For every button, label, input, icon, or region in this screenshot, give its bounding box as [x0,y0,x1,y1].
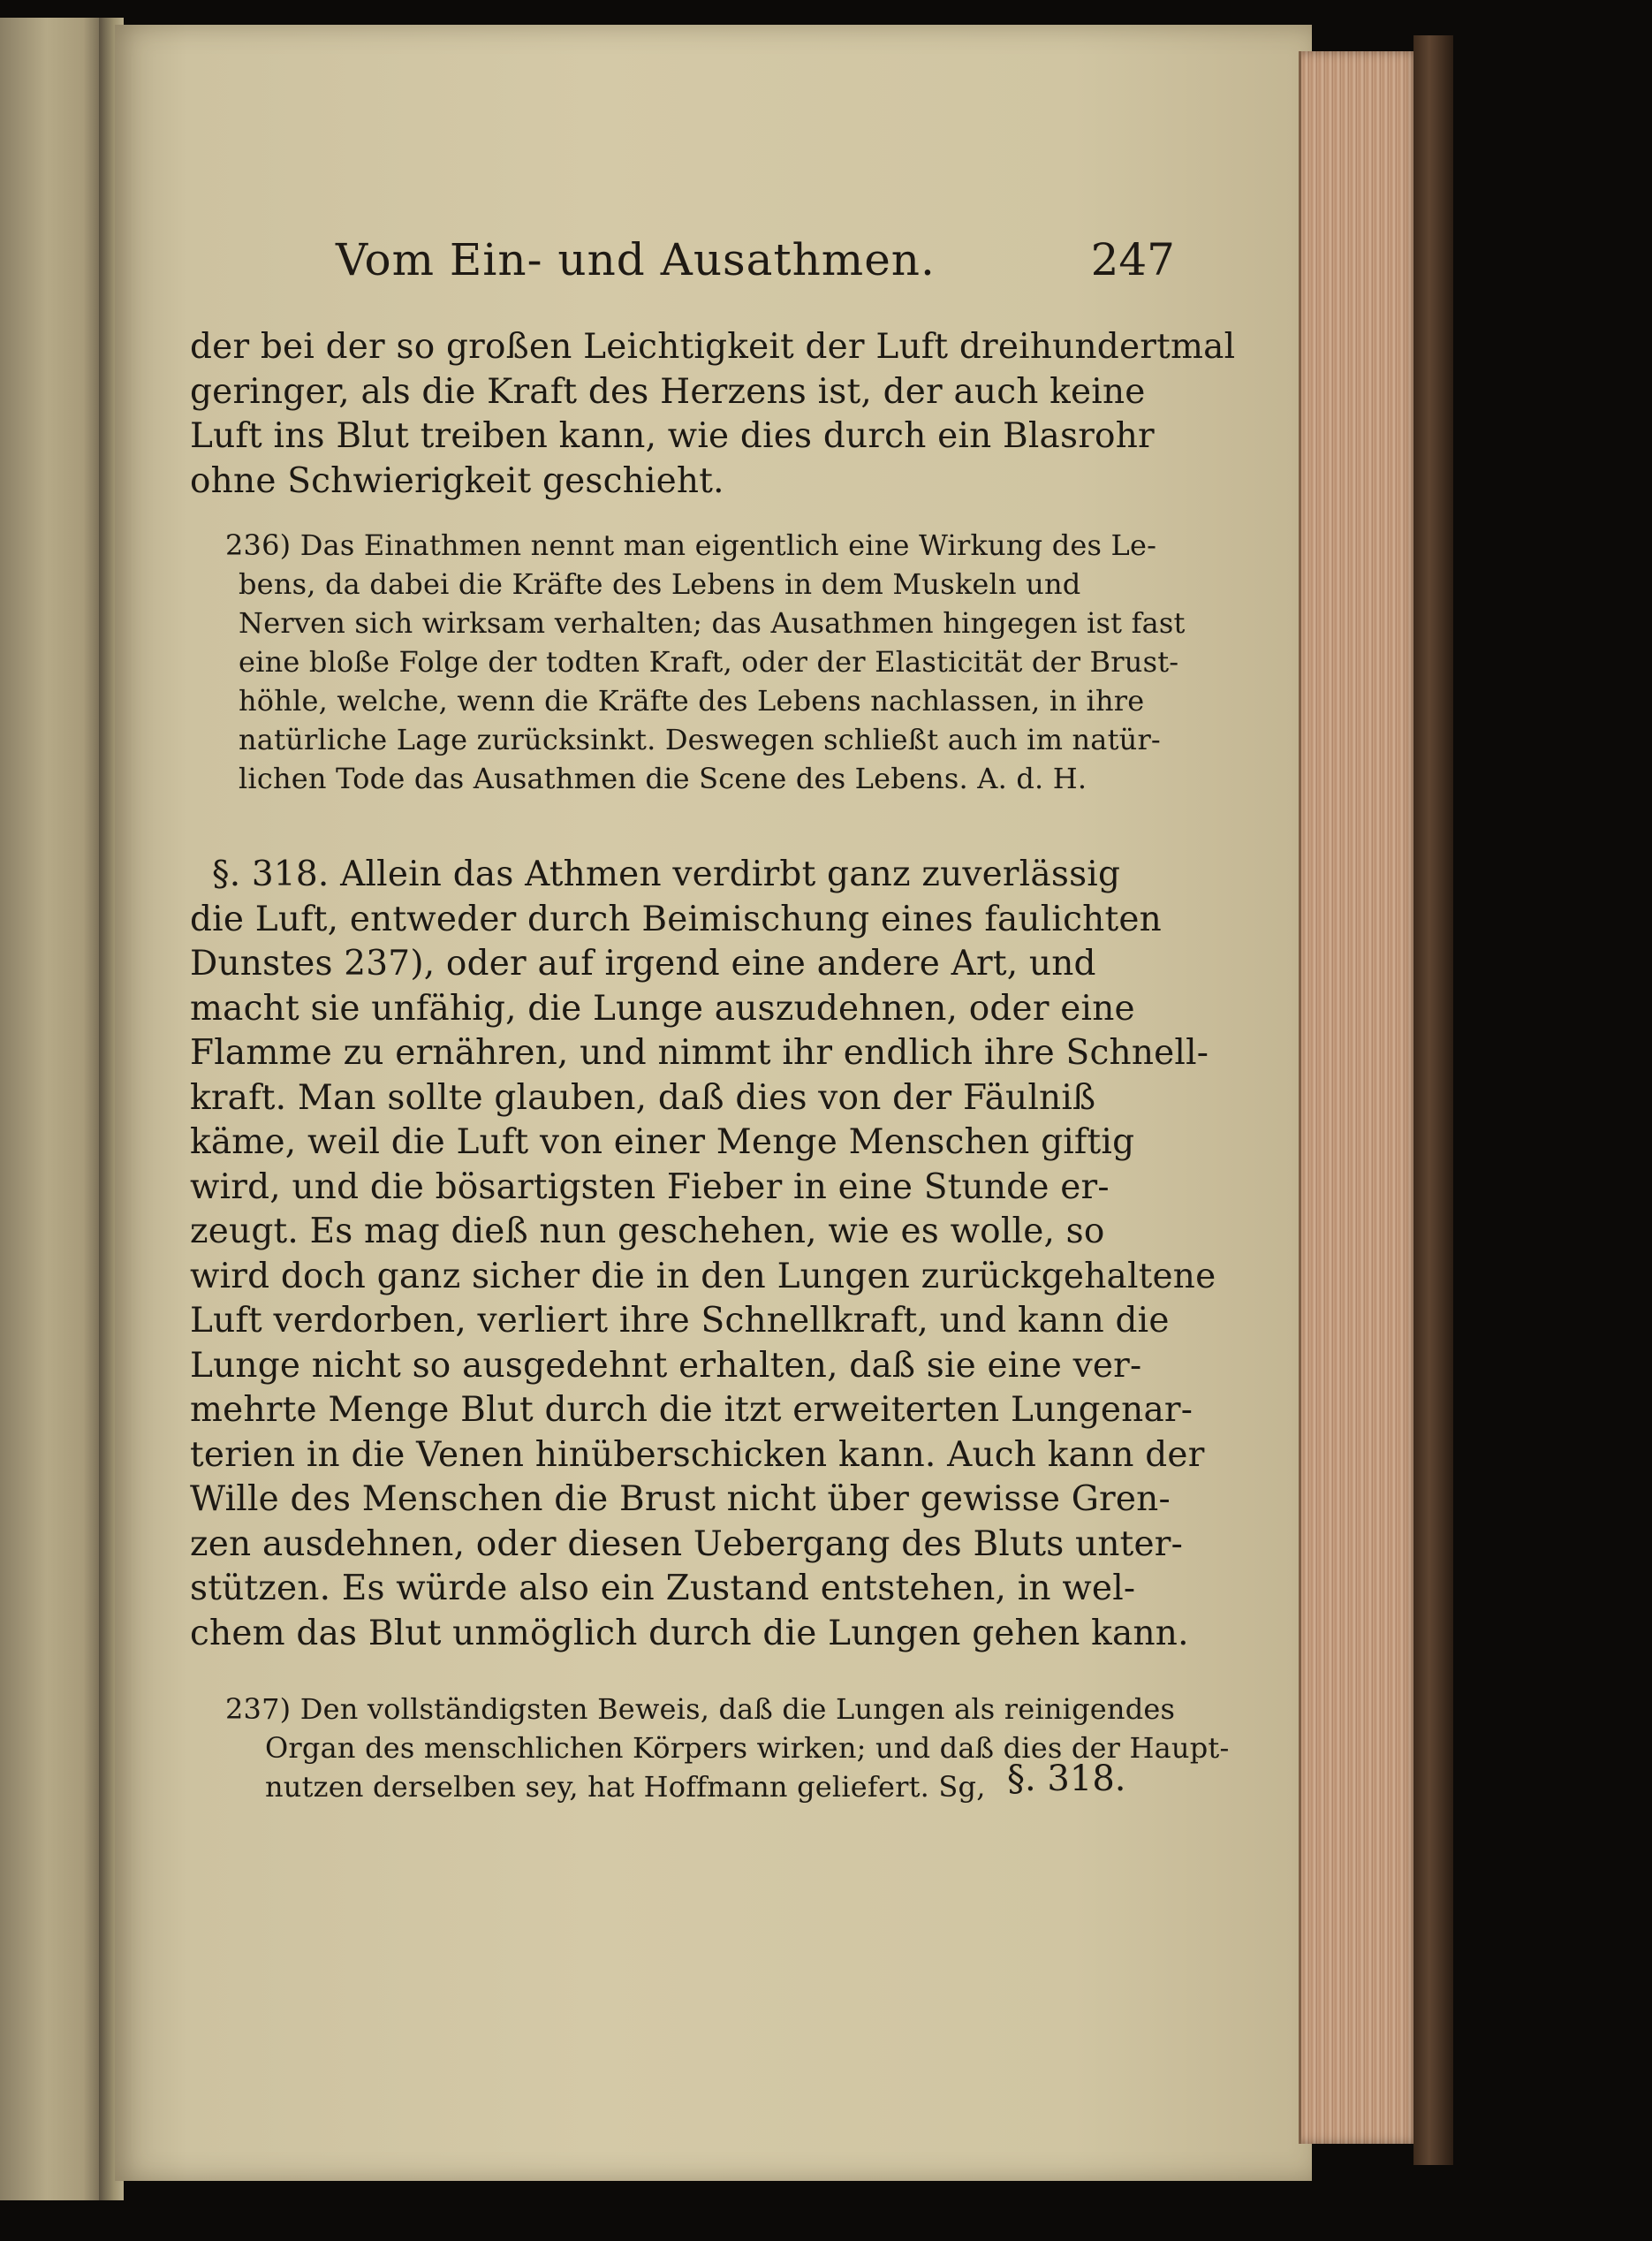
left-page-edge [0,18,106,2200]
text-line: chem das Blut unmöglich durch die Lungen gehen kann. [190,1613,1189,1653]
footnote-line: höhle, welche, wenn die Kräfte des Lebens nachlassen, in ihre [239,684,1145,718]
footnote-line: nutzen derselben sey, hat Hoffmann geliefert. Sg, [265,1770,986,1804]
section-318 [190,853,1216,1656]
footnote-line: 236) Das Einathmen nennt man eigentlich eine Wirkung des Le- [225,528,1157,562]
text-line: zen ausdehnen, oder diesen Uebergang des Bluts unter- [190,1523,1184,1564]
footnote-236 [225,526,1186,798]
text-line: ohne Schwierigkeit geschieht. [190,460,724,501]
text-line: die Luft, entweder durch Beimischung eines faulichten [190,899,1162,939]
running-title: Vom Ein- und Ausathmen. [336,234,936,285]
page-number: 247 [1090,234,1175,285]
footnote-line: natürliche Lage zurücksinkt. Deswegen schließt auch im natür- [239,723,1161,756]
running-header [336,234,1175,296]
book-cover [1413,35,1453,2165]
footnote-line: eine bloße Folge der todten Kraft, oder der Elasticität der Brust- [239,645,1179,679]
text-line: §. 318. Allein das Athmen verdirbt ganz zuverlässig [212,855,1121,894]
footnote-line: Nerven sich wirksam verhalten; das Ausathmen hingegen ist fast [239,606,1186,640]
text-line: Luft verdorben, verliert ihre Schnellkraft, und kann die [190,1301,1170,1341]
top-paragraph [190,325,1235,504]
text-line: der bei der so großen Leichtigkeit der Luft dreihundertmal [190,327,1236,367]
text-line: käme, weil die Luft von einer Menge Menschen giftig [190,1122,1135,1162]
footnote-line: 237) Den vollständigsten Beweis, daß die Lungen als reinigendes [225,1692,1176,1726]
text-line: mehrte Menge Blut durch die itzt erweiterten Lungenar- [190,1390,1194,1430]
text-line: zeugt. Es mag dieß nun geschehen, wie es wolle, so [190,1212,1105,1251]
text-line: wird doch ganz sicher die in den Lungen zurückgehaltene [190,1256,1216,1296]
text-line: Luft ins Blut treiben kann, wie dies durch ein Blasrohr [190,416,1155,456]
text-line: macht sie unfähig, die Lunge auszudehnen, oder eine [190,988,1135,1029]
text-line: terien in die Venen hinüberschicken kann. Auch kann der [190,1434,1205,1475]
catchword: §. 318. [1007,1759,1126,1799]
footnote-line: lichen Tode das Ausathmen die Scene des Lebens. A. d. H. [239,762,1087,795]
text-line: Flamme zu ernähren, und nimmt ihr endlich ihre Schnell- [190,1033,1209,1073]
footnote-line: Organ des menschlichen Körpers wirken; und daß dies der Haupt- [265,1731,1230,1765]
page-edges [1299,51,1421,2144]
text-line: Lunge nicht so ausgedehnt erhalten, daß sie eine ver- [190,1345,1142,1386]
text-line: geringer, als die Kraft des Herzens ist, der auch keine [190,371,1146,412]
text-line: kraft. Man sollte glauben, daß dies von der Fäulniß [190,1077,1096,1118]
footnote-line: bens, da dabei die Kräfte des Lebens in dem Muskeln und [239,567,1081,601]
text-line: Dunstes 237), oder auf irgend eine andere Art, und [190,944,1096,984]
text-line: wird, und die bösartigsten Fieber in eine Stunde er- [190,1166,1110,1207]
text-line: Wille des Menschen die Brust nicht über gewisse Gren- [190,1479,1171,1519]
text-line: stützen. Es würde also ein Zustand entstehen, in wel- [190,1569,1136,1608]
